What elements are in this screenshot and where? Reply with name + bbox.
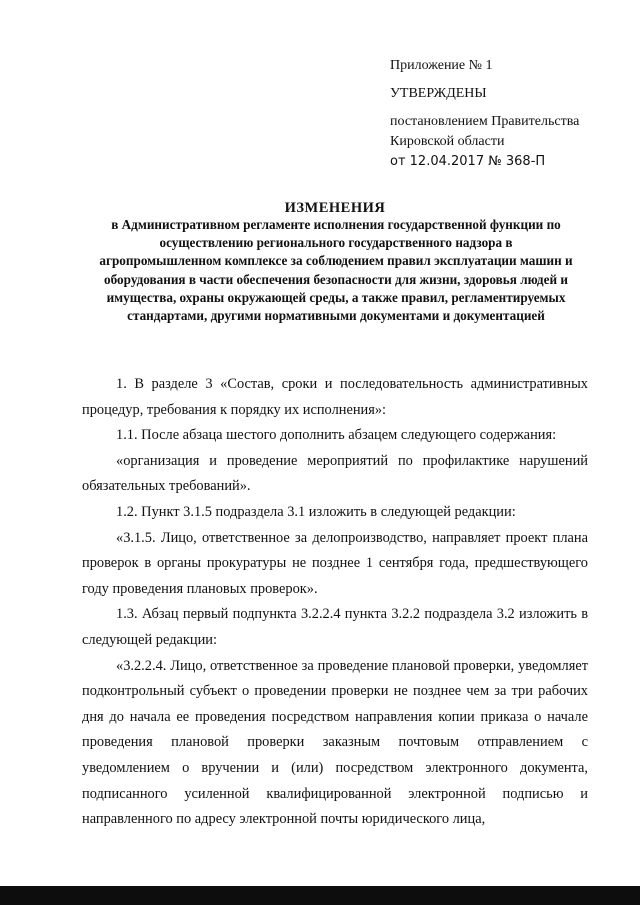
document-subtitle: в Административном регламенте исполнения государственной функции по осуществлению регионального государственного надзора в агропромышленном комплексе за соблюдением правил эксплуатации машин и оборудования в части обеспечения безопасности для жизни, здоровья людей и имущества, охраны окружающей среды, а также правил, регламентируемых стандартами, другими нормативными документами и документацией xyxy=(99,217,573,324)
document-body xyxy=(82,372,588,833)
paragraph-2: 1.1. После абзаца шестого дополнить абзацем следующего содержания: xyxy=(116,427,557,444)
scan-edge-bar xyxy=(0,886,640,905)
document-title: ИЗМЕНЕНИЯ xyxy=(284,200,386,216)
decree-line-2: Кировской области xyxy=(390,134,505,149)
approval-block xyxy=(390,56,620,172)
paragraph-1: 1. В разделе 3 «Состав, сроки и последовательность административных процедур, требования к порядку их исполнения»: xyxy=(82,376,588,418)
approved-label: УТВЕРЖДЕНЫ xyxy=(390,86,487,101)
paragraph-4: 1.2. Пункт 3.1.5 подраздела 3.1 изложить в следующей редакции: xyxy=(116,503,516,520)
decree-line-1: постановлением Правительства xyxy=(390,114,580,129)
paragraph-6: 1.3. Абзац первый подпункта 3.2.2.4 пункта 3.2.2 подраздела 3.2 изложить в следующей редакции: xyxy=(82,606,588,648)
appendix-label: Приложение № 1 xyxy=(390,58,493,73)
paragraph-7: «3.2.2.4. Лицо, ответственное за проведение плановой проверки, уведомляет подконтрольный субъект о проведении проверки не позднее чем за три рабочих дня до начала ее проведения посредством направления копии приказа о начале проведения плановой проверки заказным почтовым отправлением с уведомлением о вручении и (или) посредством электронного документа, подписанного усиленной квалифицированной электронной подписью и направленного по адресу электронной почты юридического лица, xyxy=(82,657,588,828)
paragraph-3: «организация и проведение мероприятий по профилактике нарушений обязательных требований». xyxy=(82,452,588,495)
paragraph-5: «3.1.5. Лицо, ответственное за делопроизводство, направляет проект плана проверок в органы прокуратуры не позднее 1 сентября года, предшествующего году проведения плановых проверок». xyxy=(82,529,588,597)
decree-line-3: от 12.04.2017 № 368-П xyxy=(390,154,546,169)
